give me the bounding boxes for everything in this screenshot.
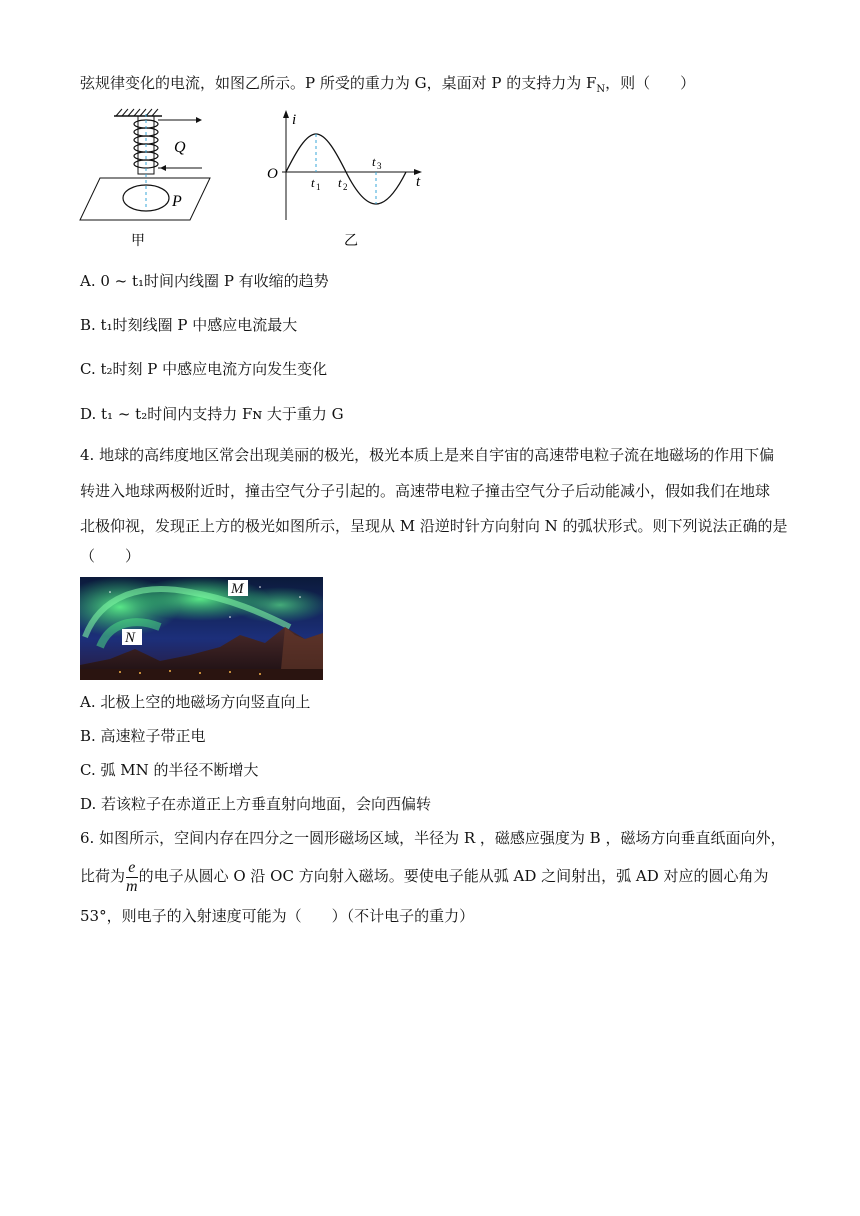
q4-stem-line1: 4. 地球的高纬度地区常会出现美丽的极光，极光本质上是来自宇宙的高速带电粒子流在地磁场的作用下偏	[80, 446, 775, 464]
q3-option-d: D. t₁ ~ t₂时间内支持力 Fɴ 大于重力 G	[80, 405, 344, 423]
label-Q: Q	[174, 139, 186, 156]
label-t2-sub: 2	[343, 182, 348, 192]
q3-option-a: A. 0 ~ t₁时间内线圈 P 有收缩的趋势	[80, 272, 329, 290]
label-t: t	[416, 174, 421, 190]
label-i: i	[292, 112, 297, 128]
q4-stem-line2: 转进入地球两极附近时，撞击空气分子引起的。高速带电粒子撞击空气分子后动能减小，假如我们在地球	[80, 482, 771, 500]
q3-option-b: B. t₁时刻线圈 P 中感应电流最大	[80, 316, 298, 334]
label-P: P	[172, 193, 182, 210]
q4-stem-line3: 北极仰视，发现正上方的极光如图所示，呈现从 M 沿逆时针方向射向 N 的弧状形式。则下列说法正确的是	[80, 517, 788, 535]
q6-stem-line1: 6. 如图所示，空间内存在四分之一圆形磁场区域，半径为 R ，磁感应强度为 B ，磁场方向垂直纸面向外，	[80, 829, 786, 847]
figure-jia	[78, 108, 218, 248]
photo-label-m: M	[231, 581, 244, 597]
caption-jia: 甲	[131, 233, 145, 248]
q4-option-c: C. 弧 MN 的半径不断增大	[80, 761, 259, 779]
label-t1: t	[311, 175, 315, 190]
charge-mass-fraction: $\frac{e}{m}$	[126, 858, 138, 895]
figure-yi	[262, 108, 432, 248]
q3-stem: 弦规律变化的电流，如图乙所示。P 所受的重力为 G，桌面对 P 的支持力为 $F_N$，则（ ）	[80, 74, 696, 95]
q3-option-c: C. t₂时刻 P 中感应电流方向发生变化	[80, 360, 328, 378]
aurora-photo	[80, 577, 323, 680]
q4-option-b: B. 高速粒子带正电	[80, 727, 206, 745]
label-t2: t	[338, 175, 342, 190]
caption-yi: 乙	[344, 233, 358, 248]
label-t3: t	[372, 154, 376, 169]
photo-label-n: N	[125, 630, 136, 646]
q6-stem-line3: 53°，则电子的入射速度可能为（ ）（不计电子的重力）	[80, 907, 475, 925]
label-t1-sub: 1	[316, 182, 321, 192]
label-O: O	[267, 166, 278, 182]
q4-option-d: D. 若该粒子在赤道正上方垂直射向地面，会向西偏转	[80, 795, 432, 813]
q4-stem-line4: （ ）	[80, 547, 141, 565]
q4-option-a: A. 北极上空的地磁场方向竖直向上	[80, 693, 311, 711]
label-t3-sub: 3	[377, 161, 382, 171]
q6-stem-line2: 比荷为 $\frac{e}{m}$ 的电子从圆心 O 沿 OC 方向射入磁场。要使电子能从弧 AD 之间射出，弧 AD 对应的圆心角为	[80, 858, 769, 895]
